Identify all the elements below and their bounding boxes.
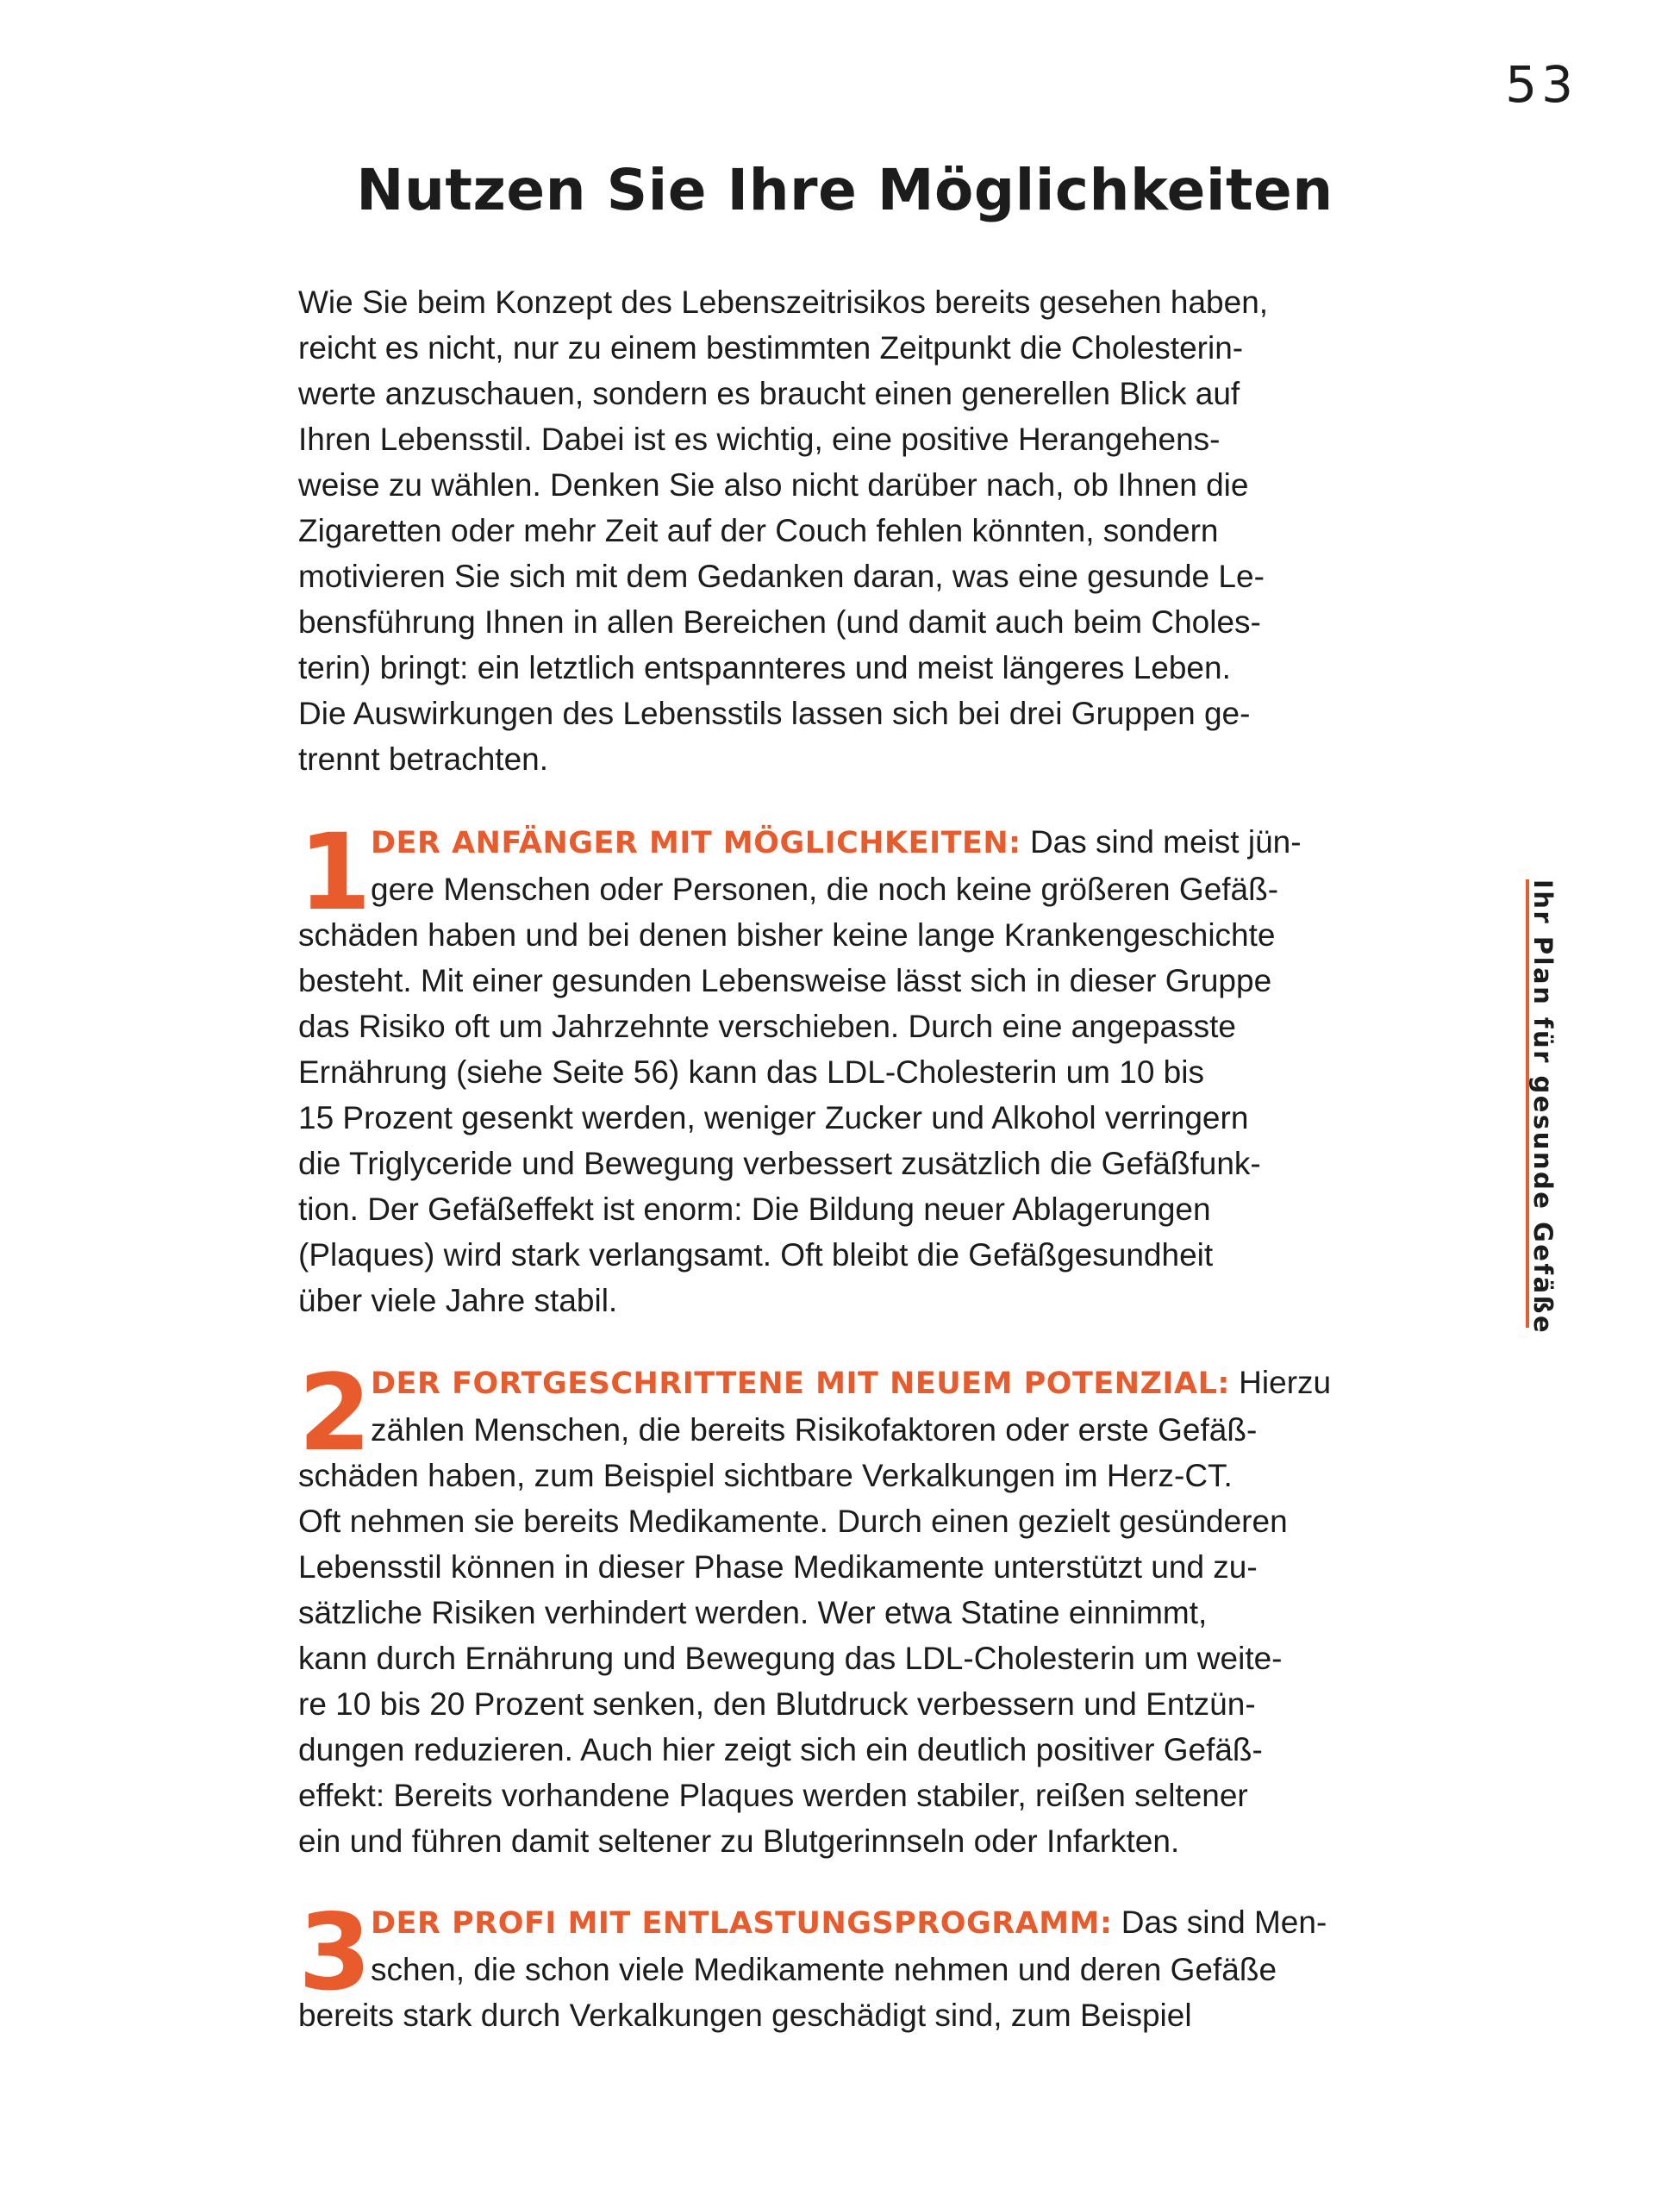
section-number: 1 (298, 811, 372, 934)
text-line: kann durch Ernährung und Bewegung das LDL-Cholesterin um weite- (298, 1641, 1283, 1676)
section-text (298, 811, 1402, 1323)
text-line: re 10 bis 20 Prozent senken, den Blutdruck verbessern und Entzün- (298, 1686, 1256, 1722)
text-line: dungen reduzieren. Auch hier zeigt sich ein deutlich positiver Gefäß- (298, 1732, 1263, 1767)
text-line: terin) bringt: ein letztlich entspannteres und meist längeres Leben. (298, 650, 1231, 685)
text-line: ein und führen damit seltener zu Blutgerinnseln oder Infarkten. (298, 1823, 1180, 1859)
text-line: Lebensstil können in dieser Phase Medikamente unterstützt und zu- (298, 1549, 1258, 1585)
text-line: weise zu wählen. Denken Sie also nicht darüber nach, ob Ihnen die (298, 467, 1249, 503)
text-line: das Risiko oft um Jahrzehnte verschieben. Durch eine angepasste (298, 1009, 1236, 1044)
section-second-line: schen, die schon viele Medikamente nehmen und deren Gefäße (371, 1952, 1277, 1987)
text-line: schäden haben und bei denen bisher keine lange Krankengeschichte (298, 917, 1276, 953)
section-first-line (298, 1360, 1402, 1407)
section-first-line (298, 819, 1402, 866)
section-first-line (298, 1899, 1402, 1947)
page-number: 53 (1505, 55, 1577, 114)
text-line: Ihren Lebensstil. Dabei ist es wichtig, eine positive Herangehens- (298, 422, 1221, 457)
section-heading: DER PROFI MIT ENTLASTUNGSPROGRAMM: (371, 1906, 1113, 1941)
text-line: bensführung Ihnen in allen Bereichen (und damit auch beim Choles- (298, 604, 1261, 640)
section-second-line: zählen Menschen, die bereits Risikofaktoren oder erste Gefäß- (371, 1412, 1258, 1448)
text-line: schäden haben, zum Beispiel sichtbare Verkalkungen im Herz-CT. (298, 1458, 1233, 1493)
text-line: trennt betrachten. (298, 741, 549, 777)
text-line: reicht es nicht, nur zu einem bestimmten Zeitpunkt die Cholesterin- (298, 330, 1244, 366)
text-line: effekt: Bereits vorhandene Plaques werden stabiler, reißen seltener (298, 1778, 1248, 1813)
text-line: Oft nehmen sie bereits Medikamente. Durch einen gezielt gesünderen (298, 1504, 1288, 1539)
section-1 (298, 811, 1419, 1323)
section-first-line-text: Hierzu (1229, 1365, 1332, 1400)
intro-paragraph (298, 279, 1402, 782)
text-line: über viele Jahre stabil. (298, 1283, 618, 1318)
section-3 (298, 1892, 1419, 2038)
text-line: motivieren Sie sich mit dem Gedanken daran, was eine gesunde Le- (298, 559, 1265, 594)
section-first-line-text: Das sind Men- (1112, 1904, 1327, 1940)
text-line: sätzliche Risiken verhindert werden. Wer etwa Statine einnimmt, (298, 1595, 1208, 1630)
section-2 (298, 1352, 1419, 1864)
section-first-line-text: Das sind meist jün- (1021, 824, 1302, 860)
text-line: Die Auswirkungen des Lebensstils lassen sich bei drei Gruppen ge- (298, 696, 1251, 731)
text-line: besteht. Mit einer gesunden Lebensweise lässt sich in dieser Gruppe (298, 963, 1272, 998)
section-text (298, 1892, 1402, 2038)
text-line: Ernährung (siehe Seite 56) kann das LDL-Cholesterin um 10 bis (298, 1054, 1204, 1090)
section-heading: DER ANFÄNGER MIT MÖGLICHKEITEN: (371, 826, 1021, 860)
text-line: tion. Der Gefäßeffekt ist enorm: Die Bildung neuer Ablagerungen (298, 1191, 1211, 1227)
text-line: werte anzuschauen, sondern es braucht einen generellen Blick auf (298, 376, 1240, 411)
section-number: 3 (298, 1892, 372, 2014)
text-line: (Plaques) wird stark verlangsamt. Oft bleibt die Gefäßgesundheit (298, 1237, 1214, 1273)
text-line: bereits stark durch Verkalkungen geschädigt sind, zum Beispiel (298, 1998, 1192, 2033)
section-number: 2 (298, 1352, 372, 1474)
text-line: Zigaretten oder mehr Zeit auf der Couch fehlen könnten, sondern (298, 513, 1219, 548)
side-tab-label: Ihr Plan für gesunde Gefäße (1528, 879, 1558, 1335)
text-line: die Triglyceride und Bewegung verbessert zusätzlich die Gefäßfunk- (298, 1146, 1261, 1181)
section-text (298, 1352, 1402, 1864)
section-heading: DER FORTGESCHRITTENE MIT NEUEM POTENZIAL: (371, 1367, 1230, 1401)
text-line: Wie Sie beim Konzept des Lebenszeitrisikos bereits gesehen haben, (298, 285, 1269, 320)
page-title: Nutzen Sie Ihre Möglichkeiten (356, 157, 1333, 223)
text-line: 15 Prozent gesenkt werden, weniger Zucker und Alkohol verringern (298, 1100, 1249, 1135)
section-second-line: gere Menschen oder Personen, die noch keine größeren Gefäß- (371, 872, 1279, 907)
